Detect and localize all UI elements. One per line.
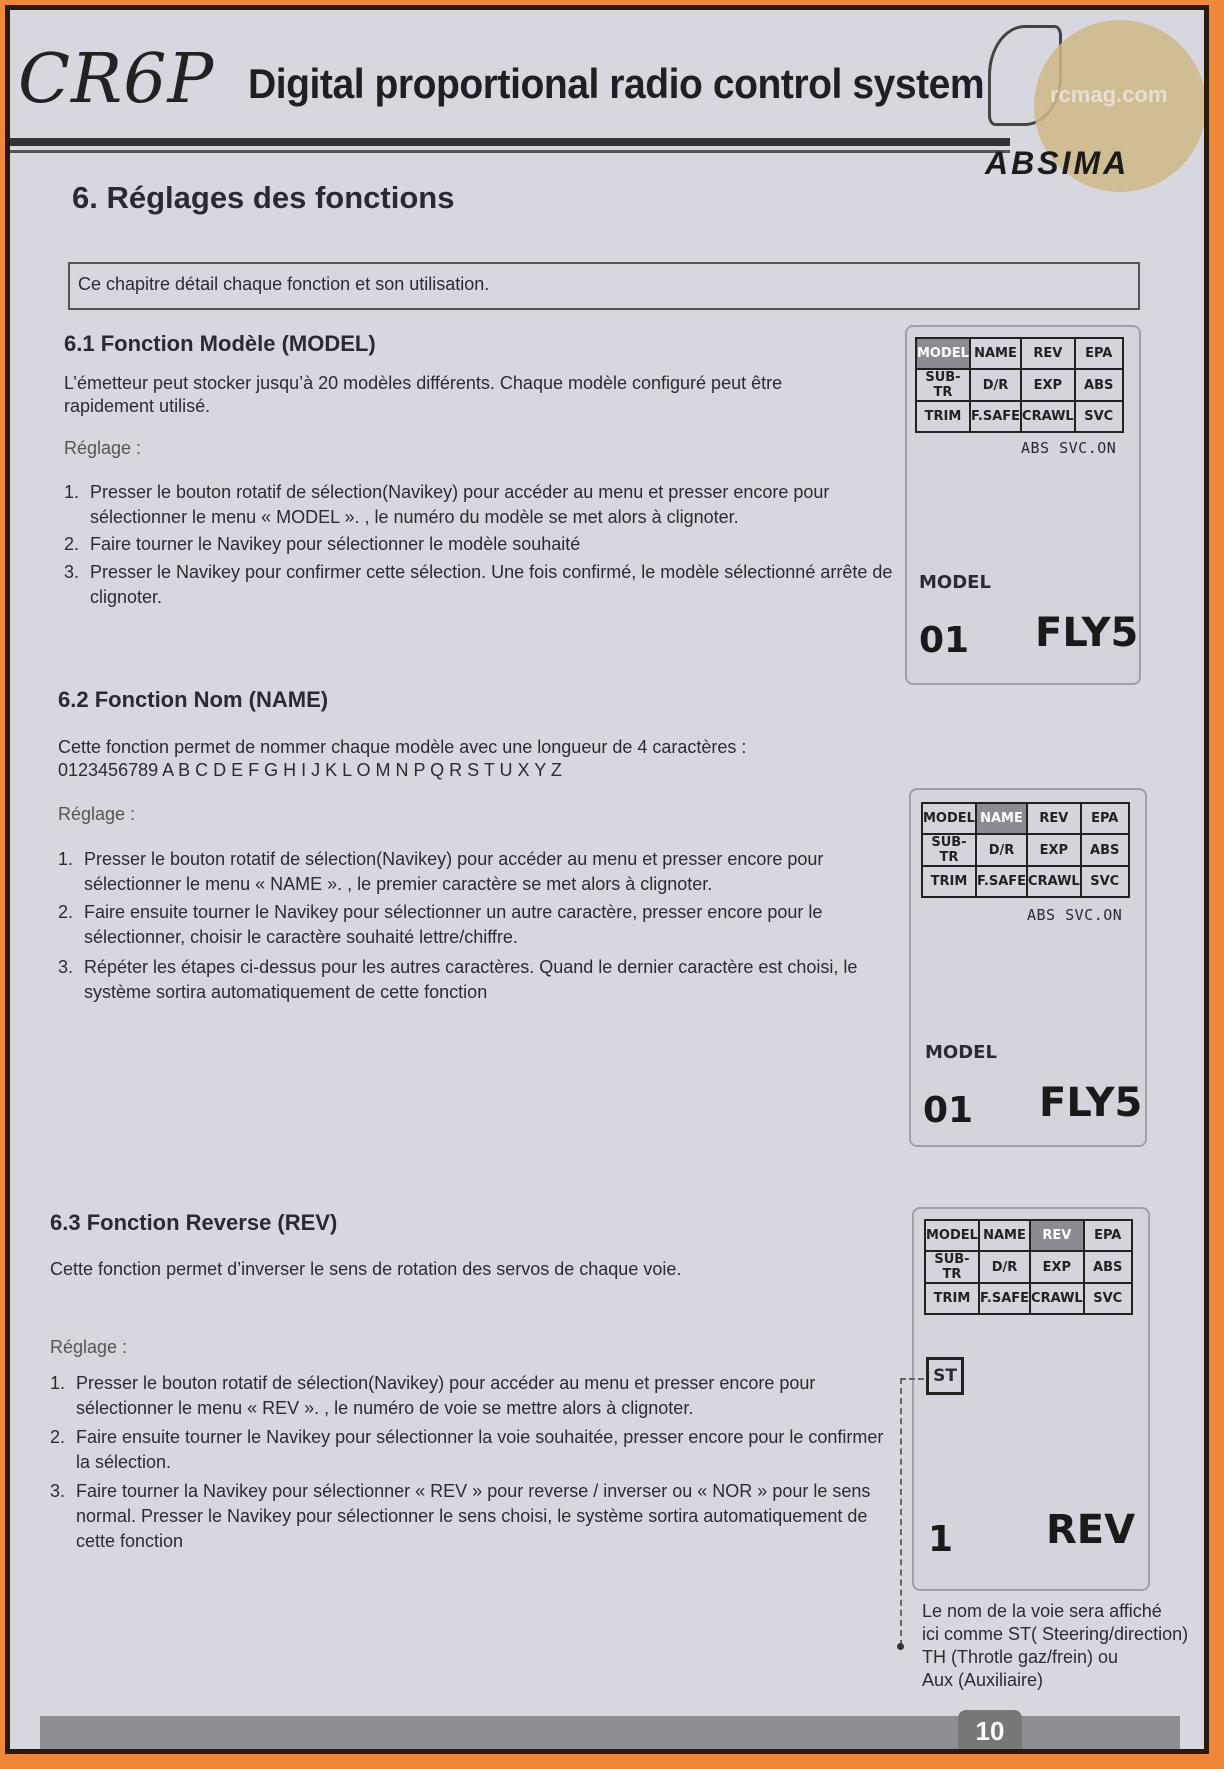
lcd-channel-number: 1 bbox=[928, 1519, 954, 1560]
lcd-panel-name bbox=[909, 788, 1147, 1147]
menu-fsafe: F.SAFE bbox=[970, 401, 1021, 432]
menu-epa: EPA bbox=[1075, 338, 1123, 369]
menu-exp: EXP bbox=[1021, 369, 1075, 401]
callout-line bbox=[900, 1378, 902, 1646]
menu-model: MODEL bbox=[925, 1220, 979, 1251]
s63-step-2: 2. Faire ensuite tourner le Navikey pour sélectionner la voie souhaitée, presser encore pour le confirmer la sélection. bbox=[50, 1427, 884, 1472]
lcd-model-name: FLY5 bbox=[1035, 610, 1139, 656]
menu-exp: EXP bbox=[1027, 834, 1081, 866]
manual-page bbox=[10, 10, 1204, 1749]
watermark-text: rcmag.com bbox=[1050, 82, 1168, 107]
menu-fsafe: F.SAFE bbox=[976, 866, 1027, 897]
note-line: TH (Throtle gaz/frein) ou bbox=[922, 1647, 1119, 1667]
s61-step-2: 2. Faire tourner le Navikey pour sélectionner le modèle souhaité bbox=[64, 534, 581, 554]
s63-title: 6.3 Fonction Reverse (REV) bbox=[50, 1210, 338, 1235]
menu-trim: TRIM bbox=[916, 401, 970, 432]
channel-note bbox=[922, 1600, 1204, 1692]
menu-fsafe: F.SAFE bbox=[979, 1283, 1030, 1314]
s62-step-3: 3. Répéter les étapes ci-dessus pour les autres caractères. Quand le dernier caractère est choisi, le système sortira automatiquement de cette fonction bbox=[58, 957, 858, 1002]
menu-dr: D/R bbox=[976, 834, 1027, 866]
s63-body: Cette fonction permet d’inverser le sens de rotation des servos de chaque voie. bbox=[50, 1259, 682, 1279]
menu-trim: TRIM bbox=[925, 1283, 979, 1314]
menu-grid bbox=[915, 337, 1124, 433]
menu-abs: ABS bbox=[1075, 369, 1123, 401]
header-rule bbox=[10, 138, 1010, 146]
lcd-model-name: FLY5 bbox=[1039, 1080, 1143, 1126]
note-line: Aux (Auxiliaire) bbox=[922, 1670, 1044, 1690]
lcd-model-number: 01 bbox=[919, 620, 970, 661]
s63-step-1: 1. Presser le bouton rotatif de sélection(Navikey) pour accéder au menu et presser encore pour sélectionner le menu « REV ». , le numéro de voie se mettre alors à clignoter. bbox=[50, 1373, 816, 1418]
intro-text: Ce chapitre détail chaque fonction et son utilisation. bbox=[78, 274, 490, 294]
menu-dr: D/R bbox=[979, 1251, 1030, 1283]
page-title: 6. Réglages des fonctions bbox=[72, 180, 455, 215]
lcd-model-number: 01 bbox=[923, 1090, 974, 1131]
s61-step-3: 3. Presser le Navikey pour confirmer cette sélection. Une fois confirmé, le modèle sélectionné arrête de clignoter. bbox=[64, 562, 893, 607]
menu-rev: REV bbox=[1021, 338, 1075, 369]
s62-charset: 0123456789 A B C D E F G H I J K L O M N P Q R S T U X Y Z bbox=[58, 760, 562, 780]
menu-grid bbox=[921, 802, 1130, 898]
menu-crawl: CRAWL bbox=[1030, 1283, 1084, 1314]
lcd-panel-rev bbox=[912, 1207, 1150, 1591]
model-logo: CR6P bbox=[18, 40, 215, 119]
lcd-label: MODEL bbox=[925, 1042, 997, 1063]
s62-setup: Réglage : bbox=[58, 804, 136, 824]
menu-name: NAME bbox=[976, 803, 1027, 834]
s61-title: 6.1 Fonction Modèle (MODEL) bbox=[64, 331, 376, 356]
menu-name: NAME bbox=[970, 338, 1021, 369]
menu-epa: EPA bbox=[1084, 1220, 1132, 1251]
lcd-status: ABS SVC.ON bbox=[1027, 906, 1123, 924]
menu-epa: EPA bbox=[1081, 803, 1129, 834]
menu-crawl: CRAWL bbox=[1027, 866, 1081, 897]
header-title: Digital proportional radio control system bbox=[248, 60, 985, 107]
menu-rev: REV bbox=[1027, 803, 1081, 834]
callout-dot bbox=[897, 1643, 904, 1650]
s61-body: L’émetteur peut stocker jusqu’à 20 modèles différents. Chaque modèle configuré peut être rapidement utilisé. bbox=[64, 373, 783, 416]
menu-model: MODEL bbox=[922, 803, 976, 834]
s62-step-1: 1. Presser le bouton rotatif de sélection(Navikey) pour accéder au menu et presser encore pour sélectionner le menu « NAME ». , le premier caractère se met alors à clignoter. bbox=[58, 849, 824, 894]
s61-step-1: 1. Presser le bouton rotatif de sélection(Navikey) pour accéder au menu et presser encore pour sélectionner le menu « MODEL ». , le numéro du modèle se met alors à clignoter. bbox=[64, 482, 830, 527]
menu-subtr: SUB-TR bbox=[916, 369, 970, 401]
page-number: 10 bbox=[958, 1710, 1022, 1749]
menu-grid bbox=[924, 1219, 1133, 1315]
brand-logo: ABSIMA bbox=[985, 145, 1130, 181]
menu-trim: TRIM bbox=[922, 866, 976, 897]
s62-step-2: 2. Faire ensuite tourner le Navikey pour sélectionner un autre caractère, presser encore pour le sélectionner, choisir le caractère souhaité lettre/chiffre. bbox=[58, 902, 823, 947]
menu-svc: SVC bbox=[1084, 1283, 1132, 1314]
lcd-panel-model bbox=[905, 325, 1141, 685]
menu-dr: D/R bbox=[970, 369, 1021, 401]
menu-subtr: SUB-TR bbox=[922, 834, 976, 866]
menu-svc: SVC bbox=[1075, 401, 1123, 432]
menu-exp: EXP bbox=[1030, 1251, 1084, 1283]
menu-svc: SVC bbox=[1081, 866, 1129, 897]
menu-name: NAME bbox=[979, 1220, 1030, 1251]
menu-rev: REV bbox=[1030, 1220, 1084, 1251]
callout-line bbox=[900, 1378, 924, 1380]
menu-crawl: CRAWL bbox=[1021, 401, 1075, 432]
lcd-rev-value: REV bbox=[1046, 1507, 1136, 1553]
header-rule-thin bbox=[10, 150, 1010, 153]
s62-body: Cette fonction permet de nommer chaque modèle avec une longueur de 4 caractères : bbox=[58, 737, 747, 757]
menu-abs: ABS bbox=[1084, 1251, 1132, 1283]
s63-step-3: 3. Faire tourner la Navikey pour sélectionner « REV » pour reverse / inverser ou « NOR » pour le sens normal. Presser le Navikey pour sélectionner le sens choisi, le système sortira automatiquement de cette fonction bbox=[50, 1481, 871, 1551]
menu-subtr: SUB-TR bbox=[925, 1251, 979, 1283]
s62-title: 6.2 Fonction Nom (NAME) bbox=[58, 687, 329, 712]
lcd-status: ABS SVC.ON bbox=[1021, 439, 1117, 457]
s61-setup: Réglage : bbox=[64, 438, 142, 458]
menu-abs: ABS bbox=[1081, 834, 1129, 866]
lcd-label: MODEL bbox=[919, 572, 991, 593]
note-line: ici comme ST( Steering/direction) bbox=[922, 1624, 1189, 1644]
menu-model: MODEL bbox=[916, 338, 970, 369]
lcd-channel-box: ST bbox=[926, 1357, 964, 1395]
s63-setup: Réglage : bbox=[50, 1337, 128, 1357]
note-line: Le nom de la voie sera affiché bbox=[922, 1601, 1162, 1621]
